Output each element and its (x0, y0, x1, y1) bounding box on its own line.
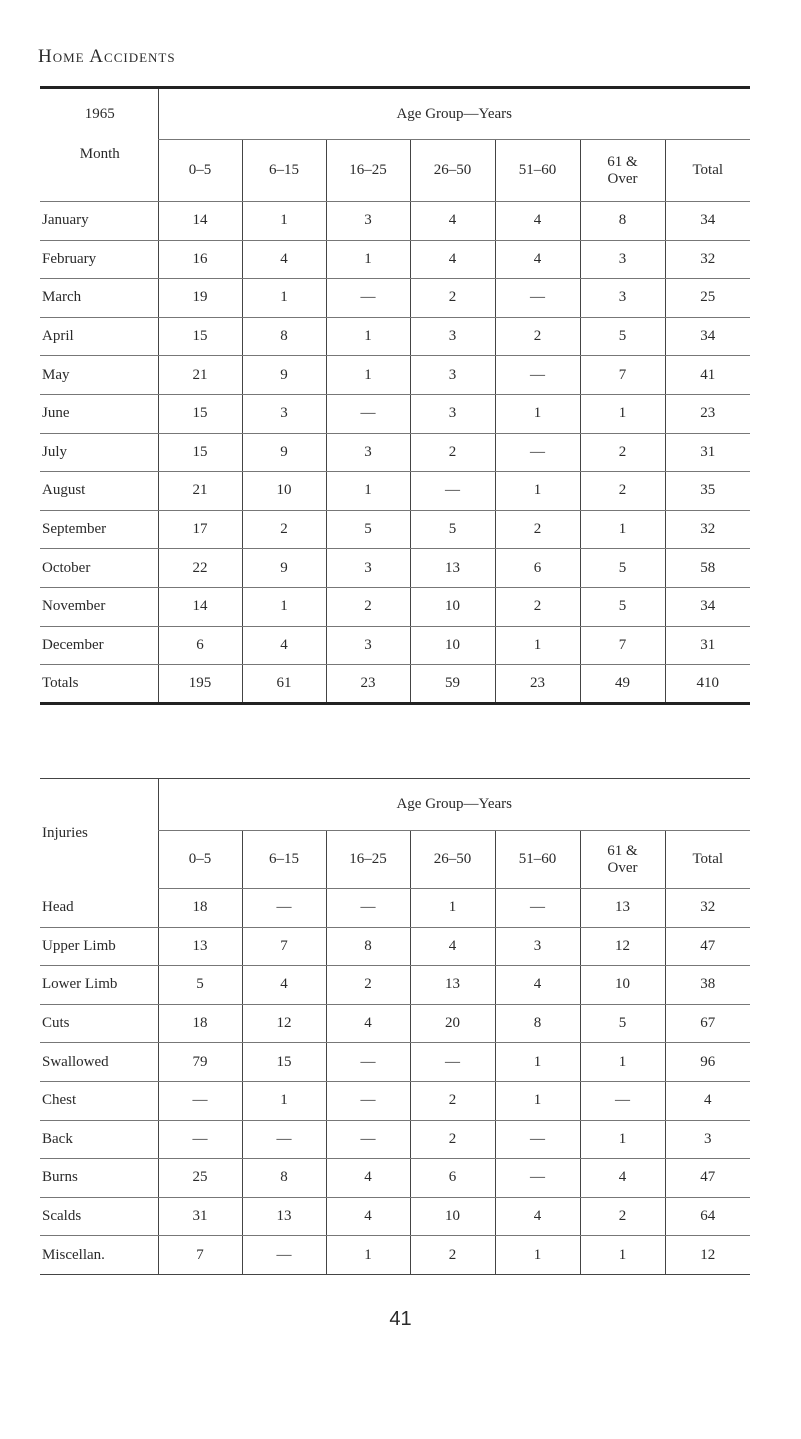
table-cell: 1 (580, 1043, 665, 1082)
table-cell: — (326, 1081, 410, 1120)
table-cell: 2 (410, 279, 495, 318)
table-cell: 32 (665, 889, 750, 928)
table-cell: 12 (580, 927, 665, 966)
table-cell: 1 (242, 279, 326, 318)
row-label: Upper Limb (40, 927, 158, 966)
table-cell: 4 (495, 966, 580, 1005)
age-group-header: Age Group—Years (158, 88, 750, 140)
table-cell: 20 (410, 1004, 495, 1043)
table-cell: 3 (410, 317, 495, 356)
column-header: 51–60 (495, 831, 580, 889)
table-cell: — (242, 889, 326, 928)
table-cell: 7 (158, 1236, 242, 1275)
table-cell: — (158, 1081, 242, 1120)
row-label: Swallowed (40, 1043, 158, 1082)
table-cell: 3 (665, 1120, 750, 1159)
table-row (40, 510, 750, 549)
table-row (40, 889, 750, 928)
table-row (40, 472, 750, 511)
table-cell: 18 (158, 1004, 242, 1043)
table-cell: 1 (495, 1043, 580, 1082)
table-cell: 49 (580, 665, 665, 704)
table-cell: 4 (410, 202, 495, 241)
table-cell: 1 (495, 394, 580, 433)
table-cell: 4 (495, 202, 580, 241)
table-cell: 1 (495, 626, 580, 665)
table-cell: 2 (410, 1120, 495, 1159)
table-cell: 4 (242, 240, 326, 279)
row-label: Back (40, 1120, 158, 1159)
table-cell: — (242, 1120, 326, 1159)
table-cell: 9 (242, 356, 326, 395)
table-cell: 8 (242, 1159, 326, 1198)
table-row (40, 665, 750, 704)
table-cell: 4 (326, 1159, 410, 1198)
table-cell: 18 (158, 889, 242, 928)
column-header: 61 & Over (580, 831, 665, 889)
row-label: November (40, 587, 158, 626)
table-cell: 1 (242, 1081, 326, 1120)
table-cell: 23 (665, 394, 750, 433)
table-cell: 67 (665, 1004, 750, 1043)
row-label: December (40, 626, 158, 665)
column-header-row (40, 140, 750, 202)
table-row (40, 1236, 750, 1275)
table-cell: 16 (158, 240, 242, 279)
table-cell: 195 (158, 665, 242, 704)
table-cell: 1 (580, 1236, 665, 1275)
table-cell: 1 (580, 510, 665, 549)
table-cell: 34 (665, 587, 750, 626)
table-cell: 3 (580, 279, 665, 318)
table-row (40, 356, 750, 395)
column-header: 51–60 (495, 140, 580, 202)
table-cell: 5 (410, 510, 495, 549)
table-cell: 31 (158, 1197, 242, 1236)
table-cell: 10 (580, 966, 665, 1005)
table-cell: 2 (580, 472, 665, 511)
table-cell: 22 (158, 549, 242, 588)
row-label: April (40, 317, 158, 356)
table-cell: 1 (495, 472, 580, 511)
table-cell: 10 (410, 587, 495, 626)
page-number: 41 (389, 1308, 412, 1330)
table-cell: 79 (158, 1043, 242, 1082)
table-row (40, 966, 750, 1005)
table-row (40, 202, 750, 241)
table-cell: — (495, 279, 580, 318)
table-cell: 2 (242, 510, 326, 549)
row-label: January (40, 202, 158, 241)
row-label: March (40, 279, 158, 318)
table-cell: 4 (410, 240, 495, 279)
table-cell: 13 (158, 927, 242, 966)
row-label: May (40, 356, 158, 395)
table-cell: 1 (326, 240, 410, 279)
table-cell: 1 (495, 1081, 580, 1120)
table-cell: 58 (665, 549, 750, 588)
table-cell: 13 (242, 1197, 326, 1236)
table-cell: 1 (326, 472, 410, 511)
table-cell: 15 (158, 433, 242, 472)
table-cell: 8 (495, 1004, 580, 1043)
table-cell: 1 (495, 1236, 580, 1275)
row-label: September (40, 510, 158, 549)
table-cell: 2 (580, 1197, 665, 1236)
table-row (40, 433, 750, 472)
table-cell: 8 (580, 202, 665, 241)
table-cell: 9 (242, 549, 326, 588)
table-cell: 3 (326, 433, 410, 472)
table-cell: 9 (242, 433, 326, 472)
table-cell: 2 (495, 587, 580, 626)
table-cell: 6 (158, 626, 242, 665)
table-cell: 4 (665, 1081, 750, 1120)
column-header: 6–15 (242, 831, 326, 889)
table-cell: — (495, 1159, 580, 1198)
table-row (40, 587, 750, 626)
table-cell: 61 (242, 665, 326, 704)
column-header: 61 & Over (580, 140, 665, 202)
column-header: Total (665, 831, 750, 889)
table-cell: — (326, 279, 410, 318)
table-cell: 32 (665, 240, 750, 279)
column-header: 0–5 (158, 140, 242, 202)
injuries-table (40, 778, 750, 1275)
table-cell: — (495, 433, 580, 472)
row-label: Chest (40, 1081, 158, 1120)
table-cell: — (410, 472, 495, 511)
table-cell: 4 (242, 626, 326, 665)
table-cell: 2 (495, 317, 580, 356)
table-cell: 7 (242, 927, 326, 966)
table-cell: 3 (242, 394, 326, 433)
table-cell: 35 (665, 472, 750, 511)
table-cell: — (326, 889, 410, 928)
table-cell: 4 (495, 1197, 580, 1236)
table-cell: — (326, 1043, 410, 1082)
month-label: Month (40, 140, 158, 202)
table-row (40, 1004, 750, 1043)
table-cell: 38 (665, 966, 750, 1005)
corner-label (40, 88, 158, 140)
column-header: 0–5 (158, 831, 242, 889)
row-label: Miscellan. (42, 1246, 105, 1263)
table-cell: 14 (158, 587, 242, 626)
table-cell: — (242, 1236, 326, 1275)
table-cell: 64 (665, 1197, 750, 1236)
table-cell: 4 (580, 1159, 665, 1198)
column-header: 26–50 (410, 831, 495, 889)
table-cell: 13 (580, 889, 665, 928)
table-cell: 1 (242, 202, 326, 241)
row-label: Cuts (40, 1004, 158, 1043)
table-row (40, 1120, 750, 1159)
table-cell: 59 (410, 665, 495, 704)
table-row (40, 240, 750, 279)
corner-label (40, 779, 158, 889)
table-cell: 96 (665, 1043, 750, 1082)
table-cell: 7 (580, 626, 665, 665)
table-cell: 1 (242, 587, 326, 626)
table-cell: 31 (665, 626, 750, 665)
table-cell: 34 (665, 202, 750, 241)
table-cell: 31 (665, 433, 750, 472)
table-cell: 19 (158, 279, 242, 318)
table-cell: 47 (665, 927, 750, 966)
table-cell: 2 (326, 587, 410, 626)
row-label: July (40, 433, 158, 472)
table-cell: 4 (242, 966, 326, 1005)
column-header: 16–25 (326, 140, 410, 202)
row-label: Totals (42, 674, 79, 691)
table-cell: 410 (665, 665, 750, 704)
table-row (40, 626, 750, 665)
table-cell: 2 (326, 966, 410, 1005)
row-label: Head (40, 889, 158, 928)
table-row (40, 279, 750, 318)
table-cell: 1 (326, 1236, 410, 1275)
table-cell: — (410, 1043, 495, 1082)
monthly-accidents-table (40, 86, 750, 705)
table-cell: 1 (580, 1120, 665, 1159)
table-cell: 21 (158, 472, 242, 511)
table-cell: 34 (665, 317, 750, 356)
table-cell: 4 (326, 1197, 410, 1236)
table-cell: 5 (580, 1004, 665, 1043)
table-cell: 3 (410, 394, 495, 433)
row-label: Scalds (40, 1197, 158, 1236)
table-cell: 3 (580, 240, 665, 279)
table-cell: 3 (326, 626, 410, 665)
table-cell: 2 (410, 1236, 495, 1275)
table-row (40, 1081, 750, 1120)
table-cell: 14 (158, 202, 242, 241)
table-cell: 1 (580, 394, 665, 433)
header-row (40, 88, 750, 140)
table-row (40, 1043, 750, 1082)
table-cell: 23 (495, 665, 580, 704)
table-cell: 21 (158, 356, 242, 395)
table-cell: 15 (158, 317, 242, 356)
table-cell: 3 (495, 927, 580, 966)
age-group-header: Age Group—Years (158, 779, 750, 831)
table-cell: — (580, 1081, 665, 1120)
table-cell: — (326, 394, 410, 433)
column-header: 6–15 (242, 140, 326, 202)
table-cell: — (326, 1120, 410, 1159)
table-cell: 4 (326, 1004, 410, 1043)
table-cell: 13 (410, 966, 495, 1005)
row-label: June (40, 394, 158, 433)
table-cell: 41 (665, 356, 750, 395)
row-label: October (40, 549, 158, 588)
table-row (40, 1197, 750, 1236)
table-cell: 15 (158, 394, 242, 433)
table-cell: 1 (410, 889, 495, 928)
corner-text: Injuries (42, 825, 88, 842)
table-cell: 1 (326, 356, 410, 395)
table-cell: 6 (495, 549, 580, 588)
table-cell: 1 (326, 317, 410, 356)
table-row (40, 394, 750, 433)
column-header: 16–25 (326, 831, 410, 889)
table-cell: 3 (326, 549, 410, 588)
table-cell: 4 (410, 927, 495, 966)
table-row (40, 549, 750, 588)
table-cell: 8 (242, 317, 326, 356)
table-cell: 7 (580, 356, 665, 395)
row-label: August (40, 472, 158, 511)
table-cell: — (158, 1120, 242, 1159)
table-cell: 23 (326, 665, 410, 704)
table-row (40, 1159, 750, 1198)
table-cell: 10 (410, 626, 495, 665)
table-cell: 10 (242, 472, 326, 511)
table-cell: 6 (410, 1159, 495, 1198)
table-cell: — (495, 356, 580, 395)
column-header: Total (665, 140, 750, 202)
table-cell: 25 (665, 279, 750, 318)
table-cell: 5 (158, 966, 242, 1005)
table-cell: 2 (495, 510, 580, 549)
table-cell: 3 (410, 356, 495, 395)
table-cell: 2 (580, 433, 665, 472)
table-cell: 10 (410, 1197, 495, 1236)
page-title: Home Accidents (38, 46, 176, 67)
table-cell: 5 (580, 587, 665, 626)
table-cell: 3 (326, 202, 410, 241)
table-cell: 5 (580, 317, 665, 356)
row-label: February (40, 240, 158, 279)
column-header: 26–50 (410, 140, 495, 202)
table-row (40, 317, 750, 356)
table-cell: 2 (410, 1081, 495, 1120)
table-cell: 32 (665, 510, 750, 549)
table-cell: 25 (158, 1159, 242, 1198)
row-label: Burns (40, 1159, 158, 1198)
table-cell: 47 (665, 1159, 750, 1198)
table-cell: — (495, 889, 580, 928)
header-row (40, 779, 750, 831)
table-cell: 17 (158, 510, 242, 549)
table-row (40, 927, 750, 966)
table-cell: 5 (326, 510, 410, 549)
table-cell: 8 (326, 927, 410, 966)
year-label: 1965 (84, 105, 115, 122)
row-label: Lower Limb (40, 966, 158, 1005)
table-cell: 13 (410, 549, 495, 588)
table-cell: 4 (495, 240, 580, 279)
table-cell: 15 (242, 1043, 326, 1082)
table-cell: 5 (580, 549, 665, 588)
table-cell: 2 (410, 433, 495, 472)
table-cell: — (495, 1120, 580, 1159)
table-cell: 12 (242, 1004, 326, 1043)
table-cell: 12 (665, 1236, 750, 1275)
